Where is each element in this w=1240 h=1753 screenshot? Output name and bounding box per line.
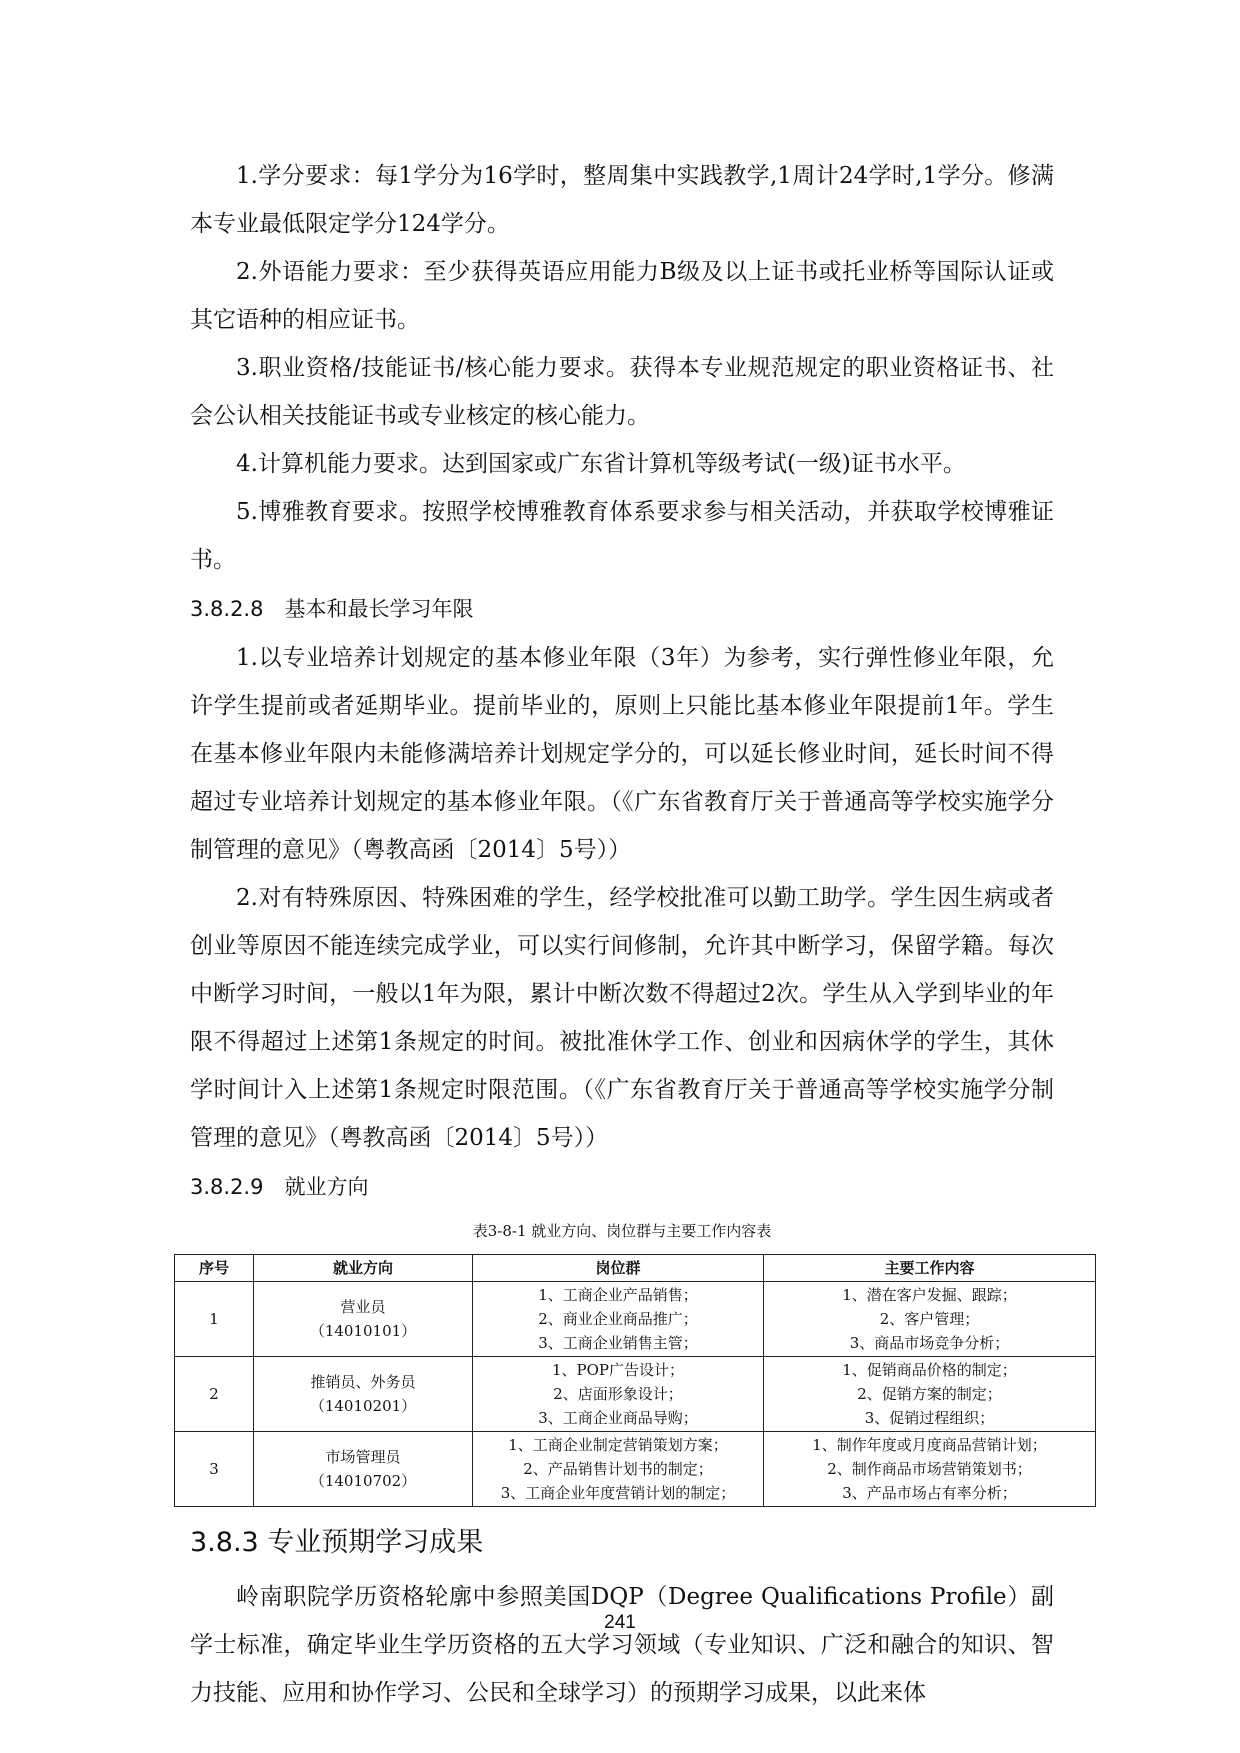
column-header: 序号 bbox=[175, 1255, 254, 1282]
post-item: 1、POP广告设计； bbox=[551, 1361, 685, 1379]
direction-code: （14010201） bbox=[309, 1397, 417, 1415]
cell-direction bbox=[254, 1282, 473, 1357]
cell-work bbox=[764, 1357, 1096, 1432]
cell-no: 1 bbox=[175, 1282, 254, 1357]
paragraph: 4.计算机能力要求。达到国家或广东省计算机等级考试(一级)证书水平。 bbox=[236, 451, 966, 477]
post-item: 1、工商企业制定营销策划方案； bbox=[508, 1436, 728, 1454]
work-item: 1、制作年度或月度商品营销计划； bbox=[812, 1436, 1047, 1454]
section-heading: 3.8.2.8 基本和最长学习年限 bbox=[190, 597, 474, 621]
cell-no: 2 bbox=[175, 1357, 254, 1432]
post-item: 3、工商企业年度营销计划的制定； bbox=[500, 1484, 736, 1502]
work-item: 1、促销商品价格的制定； bbox=[842, 1361, 1017, 1379]
cell-no: 3 bbox=[175, 1432, 254, 1507]
paragraph: 岭南职院学历资格轮廓中参照美国DQP（Degree Qualifications Profile）副学士标准，确定毕业生学历资格的五大学习领域（专业知识、广泛和融合的知识、智力技能、应用和协作学习、公民和全球学习）的预期学习成果，以此来体 bbox=[190, 1584, 1054, 1706]
work-item: 1、潜在客户发掘、跟踪； bbox=[842, 1286, 1017, 1304]
table-row bbox=[175, 1432, 1096, 1507]
paragraph: 5.博雅教育要求。按照学校博雅教育体系要求参与相关活动，并获取学校博雅证书。 bbox=[190, 499, 1054, 573]
direction-name: 推销员、外务员 bbox=[310, 1373, 416, 1391]
work-item: 2、客户管理； bbox=[879, 1310, 980, 1328]
paragraph: 1.学分要求：每1学分为16学时，整周集中实践教学,1周计24学时,1学分。修满本专业最低限定学分124学分。 bbox=[190, 163, 1054, 237]
column-header: 岗位群 bbox=[473, 1255, 764, 1282]
table-row bbox=[175, 1282, 1096, 1357]
table-caption: 表3-8-1 就业方向、岗位群与主要工作内容表 bbox=[472, 1222, 772, 1240]
post-item: 2、商业企业商品推广； bbox=[538, 1310, 698, 1328]
work-item: 2、制作商品市场营销策划书； bbox=[827, 1460, 1032, 1478]
paragraph: 1.以专业培养计划规定的基本修业年限（3年）为参考，实行弹性修业年限，允许学生提前或者延期毕业。提前毕业的，原则上只能比基本修业年限提前1年。学生在基本修业年限内未能修满培养计划规定学分的，可以延长修业时间，延长时间不得超过专业培养计划规定的基本修业年限。（《广东省教育厅关于普通高等学校实施学分制管理的意见》（粤教高函〔2014〕5号）） bbox=[190, 645, 1054, 863]
cell-direction bbox=[254, 1432, 473, 1507]
column-header: 就业方向 bbox=[254, 1255, 473, 1282]
post-item: 3、工商企业销售主管； bbox=[538, 1334, 698, 1352]
post-item: 2、店面形象设计； bbox=[553, 1385, 683, 1403]
section-heading: 3.8.3 专业预期学习成果 bbox=[190, 1527, 484, 1558]
paragraph: 2.外语能力要求：至少获得英语应用能力B级及以上证书或托业桥等国际认证或其它语种的相应证书。 bbox=[190, 259, 1054, 333]
cell-posts bbox=[473, 1432, 764, 1507]
cell-direction bbox=[254, 1357, 473, 1432]
work-item: 2、促销方案的制定； bbox=[857, 1385, 1002, 1403]
post-item: 1、工商企业产品销售； bbox=[538, 1286, 698, 1304]
page-content bbox=[190, 152, 1054, 1717]
cell-posts bbox=[473, 1282, 764, 1357]
column-header: 主要工作内容 bbox=[764, 1255, 1096, 1282]
work-item: 3、商品市场竞争分析； bbox=[849, 1334, 1010, 1352]
paragraph: 3.职业资格/技能证书/核心能力要求。获得本专业规范规定的职业资格证书、社会公认相关技能证书或专业核定的核心能力。 bbox=[190, 355, 1054, 429]
direction-name: 市场管理员 bbox=[325, 1448, 401, 1466]
page-number: 241 bbox=[604, 1612, 636, 1633]
post-item: 2、产品销售计划书的制定； bbox=[523, 1460, 713, 1478]
direction-name: 营业员 bbox=[340, 1298, 386, 1316]
cell-posts bbox=[473, 1357, 764, 1432]
direction-code: （14010702） bbox=[309, 1472, 417, 1490]
post-item: 3、工商企业商品导购； bbox=[538, 1409, 698, 1427]
paragraph: 2.对有特殊原因、特殊困难的学生，经学校批准可以勤工助学。学生因生病或者创业等原因不能连续完成学业，可以实行间修制，允许其中断学习，保留学籍。每次中断学习时间，一般以1年为限，累计中断次数不得超过2次。学生从入学到毕业的年限不得超过上述第1条规定的时间。被批准休学工作、创业和因病休学的学生，其休学时间计入上述第1条规定时限范围。（《广东省教育厅关于普通高等学校实施学分制管理的意见》（粤教高函〔2014〕5号）） bbox=[190, 885, 1054, 1151]
section-heading: 3.8.2.9 就业方向 bbox=[190, 1175, 369, 1199]
table-row bbox=[175, 1357, 1096, 1432]
work-item: 3、促销过程组织； bbox=[864, 1409, 995, 1427]
work-item: 3、产品市场占有率分析； bbox=[842, 1484, 1017, 1502]
direction-code: （14010101） bbox=[309, 1322, 417, 1340]
employment-table bbox=[174, 1254, 1096, 1507]
cell-work bbox=[764, 1432, 1096, 1507]
cell-work bbox=[764, 1282, 1096, 1357]
